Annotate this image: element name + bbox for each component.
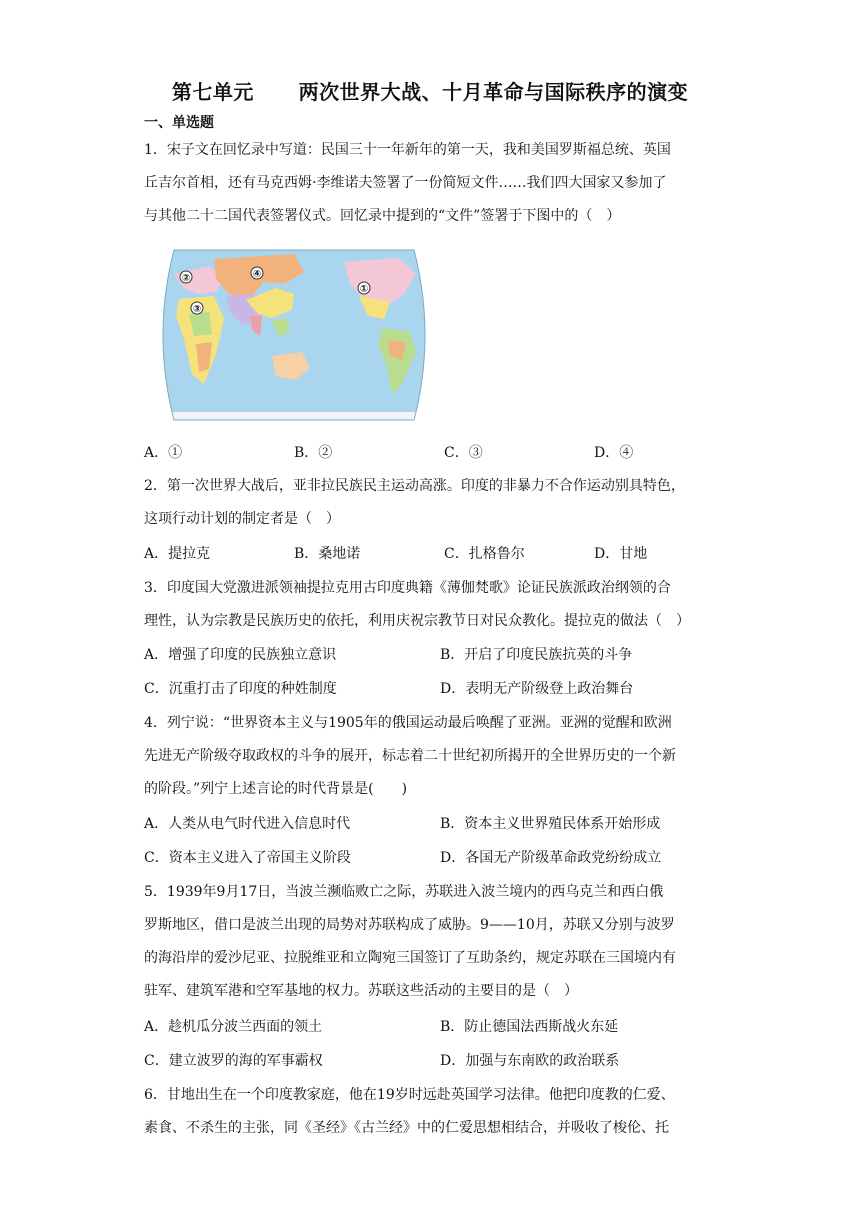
question-line: 理性，认为宗教是民族历史的依托，利用庆祝宗教节日对民众教化。提拉克的做法（ ） [144, 613, 690, 629]
question-line: 与其他二十二国代表签署仪式。回忆录中提到的“文件”签署于下图中的（ ） [144, 208, 621, 224]
option-b[interactable]: B．资本主义世界殖民体系开始形成 [440, 816, 661, 832]
option-d[interactable]: D．各国无产阶级革命政党纷纷成立 [440, 850, 662, 866]
land-antarctica [154, 412, 434, 426]
option-b[interactable]: B．防止德国法西斯战火东延 [440, 1019, 619, 1035]
option-b[interactable]: B．② [294, 445, 333, 461]
map-marker-label: ④ [252, 269, 262, 280]
options-q3-row1 [144, 639, 724, 672]
option-d[interactable]: D．④ [594, 445, 634, 461]
option-a[interactable]: A．提拉克 [144, 546, 211, 562]
option-c[interactable]: C．扎格鲁尔 [444, 546, 525, 562]
option-b[interactable]: B．桑地诺 [294, 546, 361, 562]
option-d[interactable]: D．加强与东南欧的政治联系 [440, 1053, 620, 1069]
option-d[interactable]: D．甘地 [594, 546, 648, 562]
option-a[interactable]: A．① [144, 445, 183, 461]
map-marker-label: ② [181, 273, 191, 284]
option-c[interactable]: C．资本主义进入了帝国主义阶段 [144, 850, 351, 866]
question-line: 4．列宁说：“世界资本主义与1905年的俄国运动最后唤醒了亚洲。亚洲的觉醒和欧洲 [144, 715, 672, 731]
question-line: 3．印度国大党激进派领袖提拉克用古印度典籍《薄伽梵歌》论证民族派政治纲领的合 [144, 580, 671, 596]
option-a[interactable]: A．趁机瓜分波兰西面的领土 [144, 1019, 323, 1035]
option-a[interactable]: A．人类从电气时代进入信息时代 [144, 816, 351, 832]
option-a[interactable]: A．增强了印度的民族独立意识 [144, 647, 337, 663]
question-line: 素食、不杀生的主张，同《圣经》《古兰经》中的仁爱思想相结合，并吸收了梭伦、托 [144, 1120, 669, 1136]
question-5 [144, 876, 716, 1008]
question-4 [144, 707, 716, 806]
option-b[interactable]: B．开启了印度民族抗英的斗争 [440, 647, 633, 663]
question-6 [144, 1079, 716, 1145]
question-line: 这项行动计划的制定者是（ ） [144, 511, 340, 527]
option-c[interactable]: C．③ [444, 445, 483, 461]
options-q4-row1 [144, 808, 724, 841]
map-marker-label: ① [359, 284, 369, 295]
world-map-image [154, 244, 434, 426]
question-line: 5．1939年9月17日，当波兰濒临败亡之际，苏联进入波兰境内的西乌克兰和西白俄 [144, 884, 664, 900]
option-c[interactable]: C．沉重打击了印度的种姓制度 [144, 681, 337, 697]
options-q5-row1 [144, 1011, 724, 1044]
page-title: 第七单元 两次世界大战、十月革命与国际秩序的演变 [171, 80, 689, 104]
map-marker-label: ③ [192, 304, 202, 315]
options-q2 [144, 538, 724, 571]
question-line: 先进无产阶级夺取政权的斗争的展开，标志着二十世纪初所揭开的全世界历史的一个新 [144, 748, 676, 764]
question-line: 6．甘地出生在一个印度教家庭，他在19岁时远赴英国学习法律。他把印度教的仁爱、 [144, 1087, 675, 1103]
question-line: 丘吉尔首相，还有马克西姆·李维诺夫签署了一份简短文件……我们四大国家又参加了 [144, 175, 667, 191]
options-q3-row2 [144, 673, 724, 706]
question-line: 驻军、建筑军港和空军基地的权力。苏联这些活动的主要目的是（ ） [144, 983, 578, 999]
options-q1 [144, 437, 724, 470]
question-line: 的阶段。”列宁上述言论的时代背景是( ) [144, 781, 408, 797]
question-line: 1．宋子文在回忆录中写道：民国三十一年新年的第一天，我和美国罗斯福总统、英国 [144, 142, 671, 158]
section-heading: 一、单选题 [144, 115, 214, 131]
options-q4-row2 [144, 842, 724, 875]
question-2 [144, 470, 716, 536]
question-line: 的海沿岸的爱沙尼亚、拉脱维亚和立陶宛三国签订了互助条约，规定苏联在三国境内有 [144, 950, 676, 966]
question-1 [144, 134, 716, 233]
option-d[interactable]: D．表明无产阶级登上政治舞台 [440, 681, 634, 697]
question-line: 2．第一次世界大战后，亚非拉民族民主运动高涨。印度的非暴力不合作运动别具特色， [144, 478, 685, 494]
option-c[interactable]: C．建立波罗的海的军事霸权 [144, 1053, 323, 1069]
options-q5-row2 [144, 1045, 724, 1078]
question-3 [144, 572, 716, 638]
question-line: 罗斯地区，借口是波兰出现的局势对苏联构成了威胁。9——10月，苏联又分别与波罗 [144, 917, 675, 933]
